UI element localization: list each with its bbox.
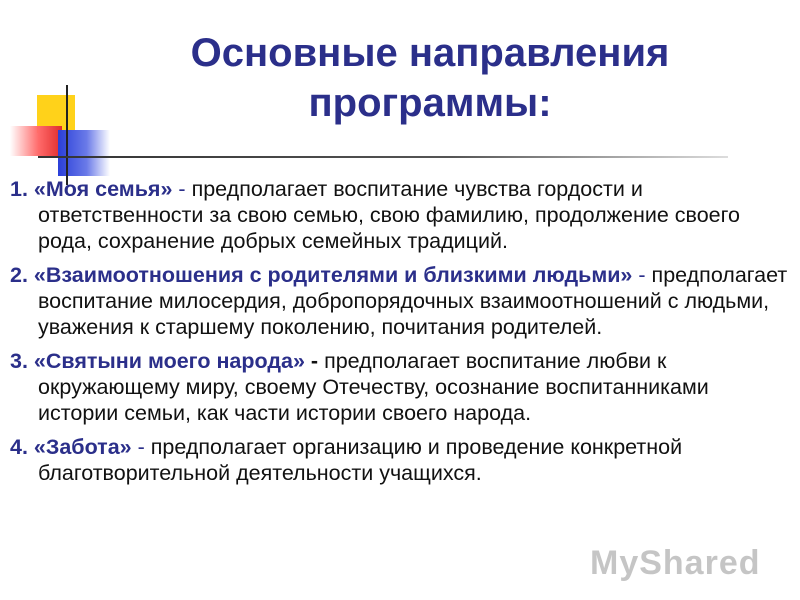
decor-vertical-line xyxy=(66,85,68,185)
slide-title: Основные направления программы: xyxy=(190,31,670,125)
item-name: «Святыни моего народа» xyxy=(33,349,305,373)
item-separator: - xyxy=(310,349,319,373)
item-description: предполагает воспитание чувства гордости и ответственности за свою семью, свою фамилию, продолжение своего рода, сохранение добрых семейных традиций. xyxy=(38,177,740,253)
item-name: «Взаимоотношения с родителями и близкими людьми» xyxy=(33,263,633,287)
list-item xyxy=(10,348,792,426)
item-name: «Моя семья» xyxy=(33,177,173,201)
item-separator: - xyxy=(638,263,646,287)
directions-list xyxy=(10,176,792,494)
title-divider-line xyxy=(38,156,728,158)
item-number: 4. xyxy=(10,435,28,459)
decor-red-bar xyxy=(10,126,62,156)
item-description: предполагает организацию и проведение конкретной благотворительной деятельности учащихся. xyxy=(38,435,683,485)
item-number: 3. xyxy=(10,349,28,373)
list-item xyxy=(10,434,792,486)
item-number: 2. xyxy=(10,263,28,287)
item-description: предполагает воспитание любви к окружающему миру, своему Отечеству, осознание воспитанниками истории семьи, как части истории своего народа. xyxy=(38,349,709,425)
item-separator: - xyxy=(178,177,186,201)
list-item xyxy=(10,176,792,254)
item-number: 1. xyxy=(10,177,28,201)
item-name: «Забота» xyxy=(33,435,132,459)
list-item xyxy=(10,262,792,340)
item-description: предполагает воспитание милосердия, добропорядочных взаимоотношений с людьми, уважения к старшему поколению, почитания родителей. xyxy=(38,263,788,339)
item-separator: - xyxy=(137,435,145,459)
watermark-logo: MyShared xyxy=(590,544,761,582)
